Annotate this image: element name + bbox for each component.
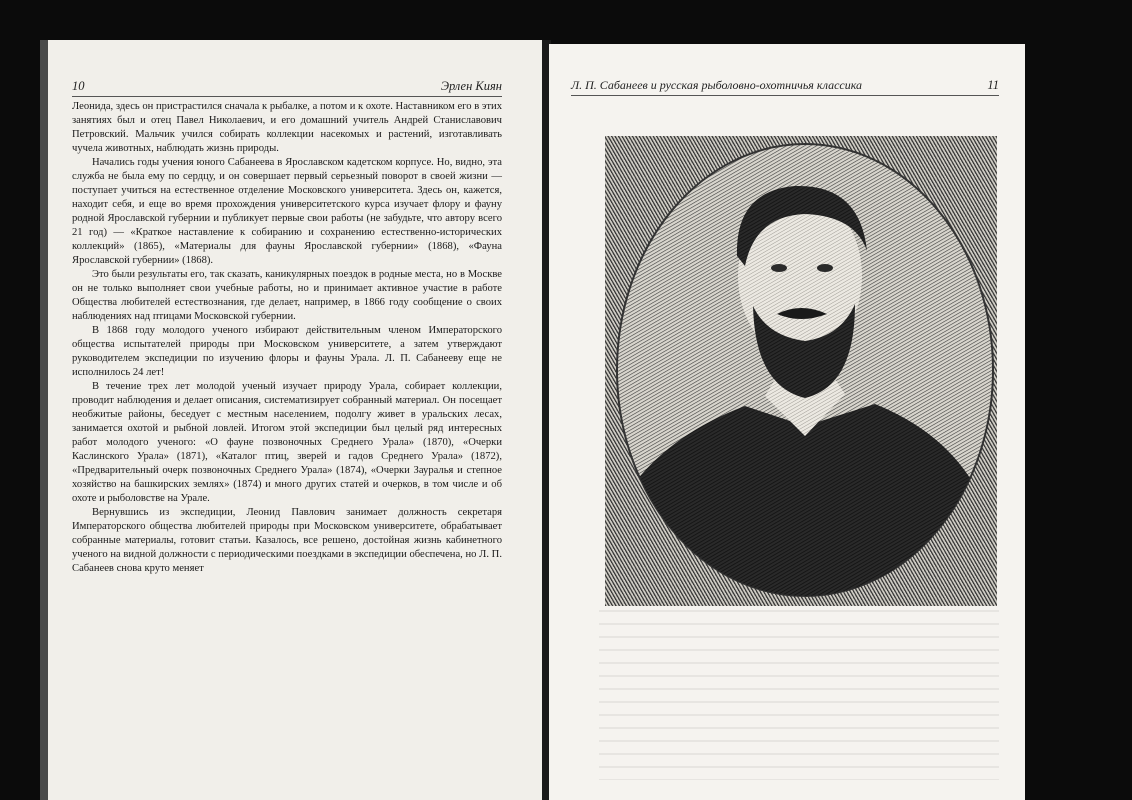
right-running-title: Л. П. Сабанеев и русская рыболовно-охотничья классика xyxy=(571,78,863,92)
portrait-image xyxy=(605,136,997,606)
paragraph: В 1868 году молодого ученого избирают действительным членом Императорского общества испытателей природы при Московском университете, а затем утверждают руководителем экспедиции по изучению флоры и фауны Урала. Л. П. Сабанееву еще не исполнилось 24 лет! xyxy=(72,325,502,378)
right-running-head xyxy=(571,77,999,96)
paragraph: Начались годы учения юного Сабанеева в Ярославском кадетском корпусе. Но, видно, эта служба не была ему по сердцу, и он совершает первый серьезный поворот в своей жизни — поступает учиться на естественное отделение Московского университета. Здесь он, кажется, находит себя, и еще во время прохождения университетского курса изучает флору и фауну родной Ярославской губернии и публикует первые свои работы (не забудьте, что автору всего 21 год) — «Краткое наставление к собиранию и сохранению естественно-исторических коллекций» (1865), «Материалы для фауны Ярославской губернии» (1868), «Фауна Ярославской губернии» (1868). xyxy=(72,157,502,266)
faint-bleedthrough-text xyxy=(599,610,999,780)
portrait-illustration xyxy=(605,136,997,606)
paragraph: Леонида, здесь он пристрастился сначала к рыбалке, а потом и к охоте. Наставником его в этих занятиях был и отец Павел Николаевич, и его домашний учитель Андрей Станиславович Петровский. Мальчик учился собирать коллекции насекомых и растений, изготавливать чучела животных, наблюдать жизнь природы. xyxy=(72,101,502,154)
left-body-text xyxy=(72,100,502,576)
paragraph: Вернувшись из экспедиции, Леонид Павлович занимает должность секретаря Императорского общества любителей природы при Московском университете, обрабатывает собранные материалы, готовит статьи. Казалось, все решено, достойная жизнь кабинетного ученого на видной должности с периодическими поездками в экспедиции обеспечена, но Л. П. Сабанеев снова круто меняет xyxy=(72,507,502,574)
right-page-number: 11 xyxy=(987,78,999,92)
paragraph: В течение трех лет молодой ученый изучает природу Урала, собирает коллекции, проводит наблюдения и делает описания, систематизирует собранный материал. Он посещает необжитые районы, беседует с местным населением, подолгу живет в уральских лесах, занимается охотой и рыбной ловлей. Итогом этой экспедиции был целый ряд интересных работ молодого ученого: «О фауне позвоночных Среднего Урала» (1870), «Очерки Каслинского Урала» (1871), «Каталог птиц, зверей и гадов Среднего Урала» (1872), «Предварительный очерк позвоночных Среднего Урала» (1874), «Очерки Зауралья и степное хозяйство на башкирских землях» (1874) и много других статей и очерков, в том числе и об охоте и рыболовстве на Урале. xyxy=(72,381,502,504)
right-page xyxy=(549,44,1025,800)
left-page-number: 10 xyxy=(72,79,85,93)
paragraph: Это были результаты его, так сказать, каникулярных поездок в родные места, но в Москве он не только выполняет свои учебные работы, но и принимает активное участие в работе Общества любителей естествознания, где делает, например, в 1866 году сообщение о своих наблюдениях над птицами Московской губернии. xyxy=(72,269,502,322)
left-running-title: Эрлен Киян xyxy=(440,79,502,93)
left-running-head xyxy=(72,78,502,97)
